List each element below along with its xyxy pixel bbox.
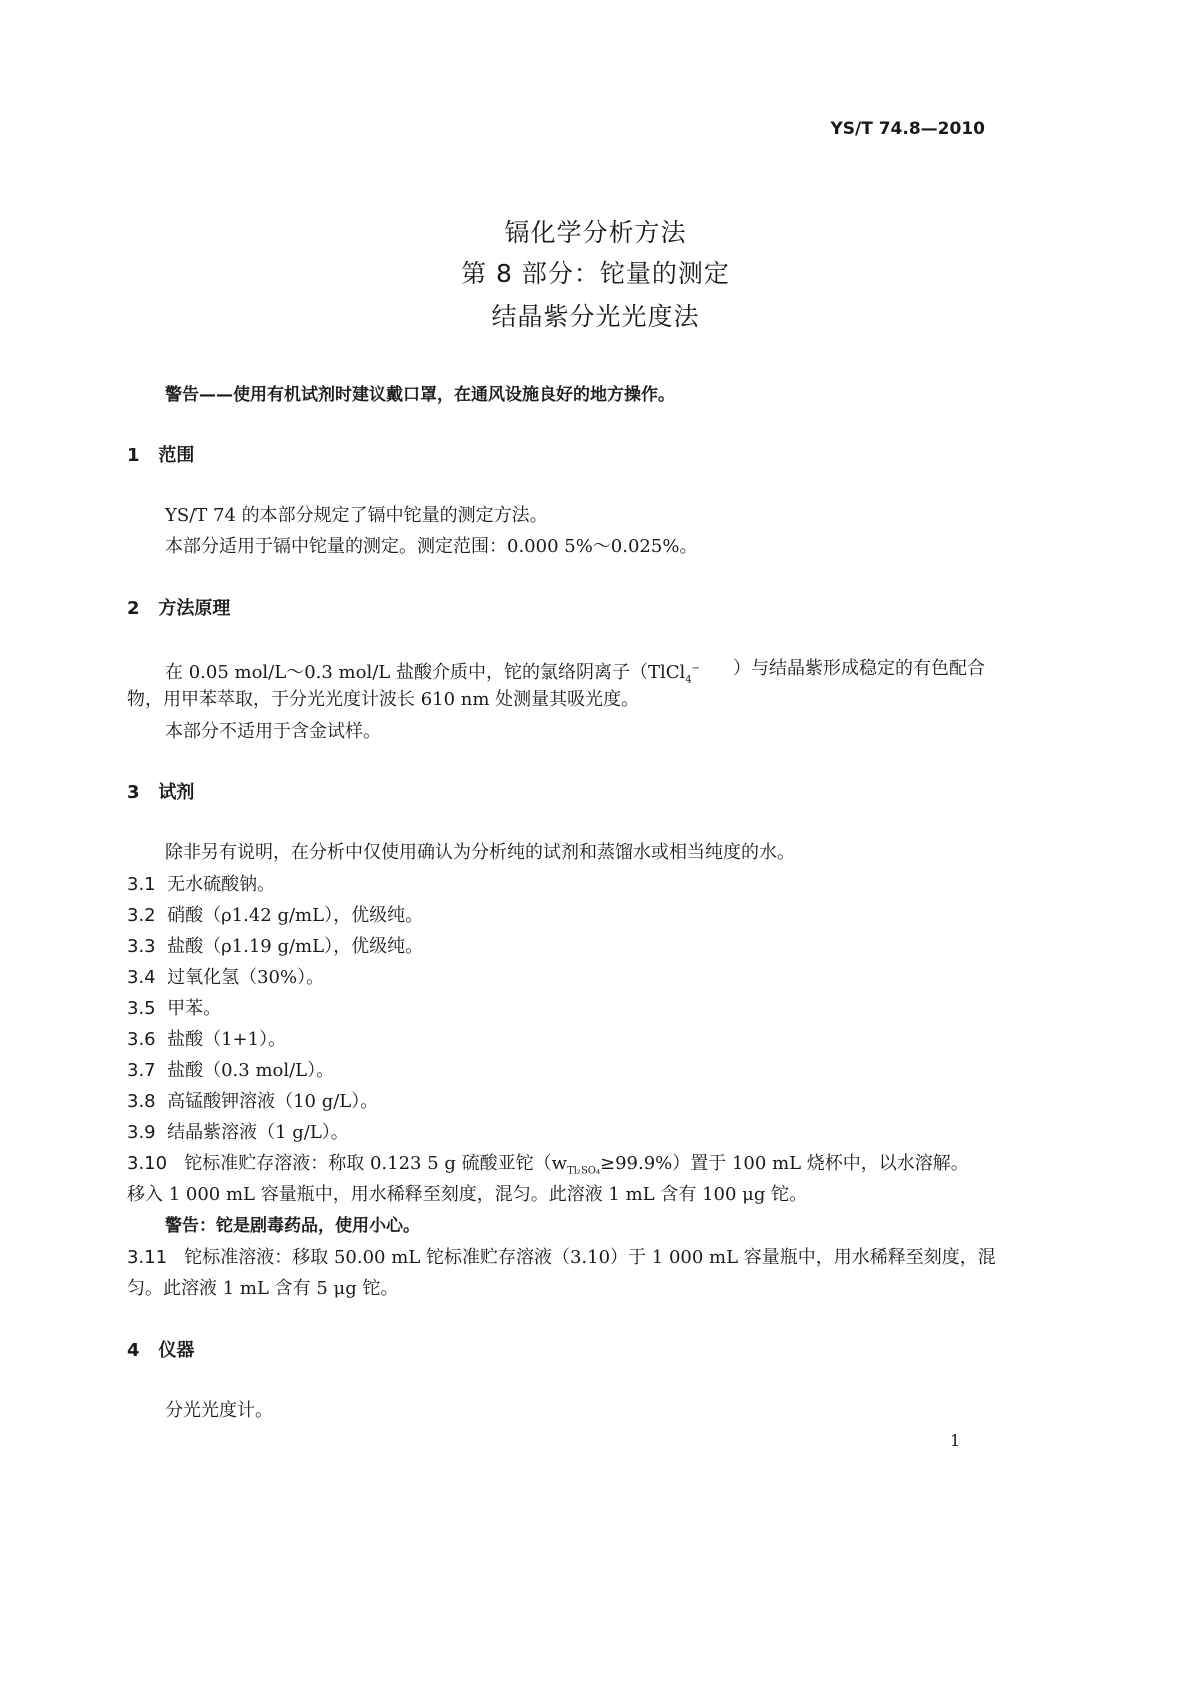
- item-text: 无水硫酸钠。: [167, 874, 276, 895]
- item-text: 盐酸（ρ1.19 g/mL），优级纯。: [167, 936, 424, 957]
- item-number: 3.4: [127, 967, 156, 988]
- reagent-item: [127, 1029, 286, 1051]
- reagent-item: [127, 967, 324, 989]
- reagent-item: [127, 874, 275, 896]
- subscript: Tl₂SO₄: [567, 1165, 600, 1177]
- section-number: 4: [127, 1340, 140, 1361]
- section-number: 2: [127, 598, 140, 619]
- paragraph: 除非另有说明，在分析中仅使用确认为分析纯的试剂和蒸馏水或相当纯度的水。: [165, 842, 795, 863]
- doc-title-line2: 第 8 部分：铊量的测定: [461, 259, 730, 288]
- item-number: 3.11: [127, 1247, 168, 1268]
- item-text: ≥99.9%）置于 100 mL 烧杯中，以水溶解。: [600, 1153, 969, 1174]
- section-title: 仪器: [158, 1340, 195, 1361]
- item-text: 结晶紫溶液（1 g/L）。: [167, 1122, 349, 1143]
- warning-text: 警告：铊是剧毒药品，使用小心。: [165, 1216, 420, 1236]
- section-4-heading: [127, 1340, 194, 1362]
- paragraph: 本部分不适用于含金试样。: [165, 721, 381, 742]
- item-text: 甲苯。: [167, 998, 222, 1019]
- reagent-item: [127, 905, 423, 927]
- page-number: 1: [950, 1431, 961, 1450]
- reagent-item: [127, 936, 423, 958]
- paragraph: 本部分适用于镉中铊量的测定。测定范围：0.000 5%～0.025%。: [165, 536, 698, 557]
- section-3-heading: [127, 782, 194, 804]
- item-number: 3.1: [127, 874, 156, 895]
- item-number: 3.3: [127, 936, 156, 957]
- doc-title-line1: 镉化学分析方法: [504, 218, 687, 247]
- standard-number: YS/T 74.8—2010: [830, 119, 985, 139]
- paragraph-continued: 匀。此溶液 1 mL 含有 5 μg 铊。: [127, 1278, 399, 1299]
- item-text: 过氧化氢（30%）。: [167, 967, 325, 988]
- section-title: 范围: [158, 445, 195, 466]
- reagent-item: [127, 1122, 349, 1144]
- item-text: 盐酸（1+1）。: [167, 1029, 287, 1050]
- reagent-item: [127, 998, 221, 1020]
- reagent-item: [127, 1060, 334, 1082]
- paragraph: YS/T 74 的本部分规定了镉中铊量的测定方法。: [165, 505, 548, 526]
- item-number: 3.7: [127, 1060, 156, 1081]
- section-1-heading: [127, 445, 194, 467]
- item-text: 铊标准贮存溶液：称取 0.123 5 g 硫酸亚铊（w: [184, 1153, 568, 1174]
- subscript: 4: [685, 674, 692, 686]
- paragraph: 分光光度计。: [165, 1400, 273, 1421]
- section-number: 3: [127, 782, 140, 803]
- item-text: 铊标准溶液：移取 50.00 mL 铊标准贮存溶液（3.10）于 1 000 mL 容量瓶中，用水稀释至刻度，混: [184, 1247, 996, 1268]
- item-text: 高锰酸钾溶液（10 g/L）。: [167, 1091, 379, 1112]
- paragraph-continued: 移入 1 000 mL 容量瓶中，用水稀释至刻度，混匀。此溶液 1 mL 含有 100 μg 铊。: [127, 1184, 808, 1205]
- superscript: −: [691, 663, 701, 674]
- warning-text: 警告——使用有机试剂时建议戴口罩，在通风设施良好的地方操作。: [165, 385, 675, 405]
- item-number: 3.5: [127, 998, 156, 1019]
- section-title: 试剂: [158, 782, 195, 803]
- item-number: 3.9: [127, 1122, 156, 1143]
- reagent-item-3-11: [127, 1247, 996, 1269]
- section-title: 方法原理: [158, 598, 231, 619]
- item-number: 3.8: [127, 1091, 156, 1112]
- item-number: 3.6: [127, 1029, 156, 1050]
- text: 在 0.05 mol/L～0.3 mol/L 盐酸介质中，铊的氯络阴离子（TlCl: [165, 662, 686, 683]
- doc-title-line3: 结晶紫分光光度法: [491, 302, 700, 331]
- item-number: 3.10: [127, 1153, 168, 1174]
- section-2-heading: [127, 598, 230, 620]
- item-text: 硝酸（ρ1.42 g/mL），优级纯。: [167, 905, 424, 926]
- text: ）与结晶紫形成稳定的有色配合: [733, 658, 985, 679]
- reagent-item-3-10: [127, 1153, 969, 1183]
- paragraph-continued: 物，用甲苯萃取，于分光光度计波长 610 nm 处测量其吸光度。: [127, 689, 640, 710]
- section-number: 1: [127, 445, 140, 466]
- item-text: 盐酸（0.3 mol/L）。: [167, 1060, 335, 1081]
- paragraph: [165, 658, 985, 692]
- reagent-item: [127, 1091, 378, 1113]
- item-number: 3.2: [127, 905, 156, 926]
